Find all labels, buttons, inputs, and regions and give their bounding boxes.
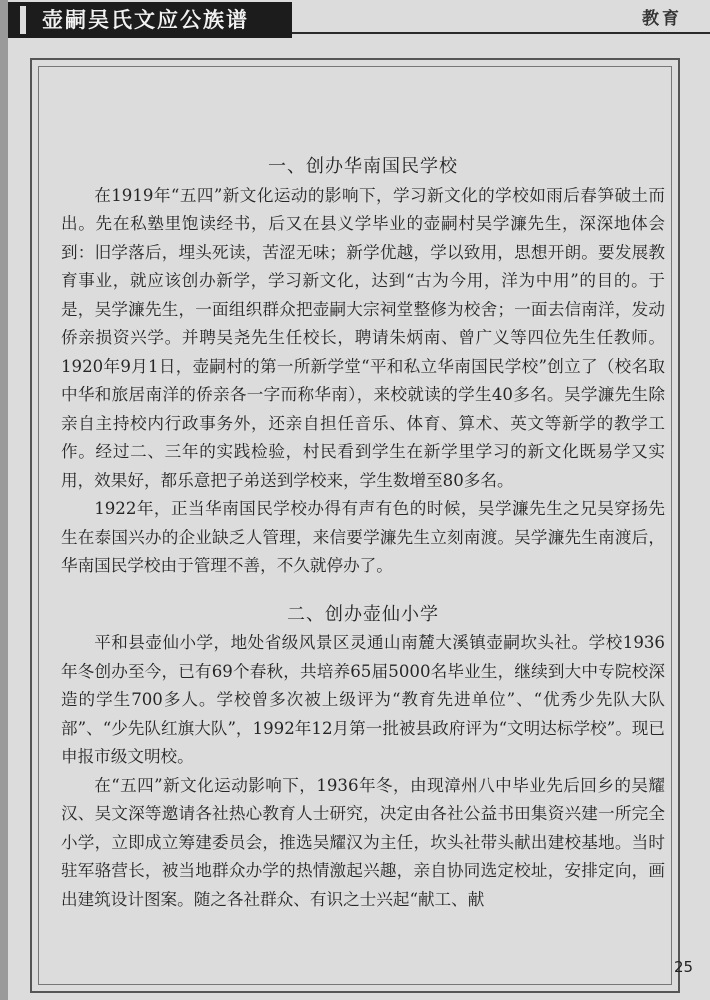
- section2-heading: 二、创办壶仙小学: [287, 603, 439, 625]
- running-header: [8, 2, 710, 38]
- section1-paragraph: 在1919年“五四”新文化运动的影响下，学习新文化的学校如雨后春笋破土而出。先在私塾里饱读经书，后又在县义学毕业的壶嗣村吴学濂先生，深深地体会到：旧学落后，埋头死读，苦涩无味；新学优越，学以致用，思想开朗。要发展教育事业，就应该创办新学，学习新文化，达到“古为今用，洋为中用”的目的。于是，吴学濂先生，一面组织群众把壶嗣大宗祠堂整修为校舍；一面去信南洋，发动侨亲损资兴学。并聘吴尧先生任校长，聘请朱炳南、曾广义等四位先生任教师。1920年9月1日，壶嗣村的第一所新学堂“平和私立华南国民学校”创立了（校名取中华和旅居南洋的侨亲各一字而称华南），来校就读的学生40多名。吴学濂先生除亲自主持校内行政事务外，还亲自担任音乐、体育、算术、英文等新学的教学工作。经过二、三年的实践检验，村民看到学生在新学里学习的新文化既易学又实用，效果好，都乐意把子弟送到学校来，学生数增至80多名。: [61, 185, 665, 490]
- section2-paragraph: 在“五四”新文化运动影响下，1936年冬，由现漳州八中毕业先后回乡的吴耀汉、吴文深等邀请各社热心教育人士研究，决定由各社公益书田集资兴建一所完全小学，立即成立筹建委员会，推选吴耀汉为主任，坎头社带头献出建校基地。当时驻军骆营长，被当地群众办学的热情激起兴趣，亲自协同选定校址，安排定向，画出建筑设计图案。随之各社群众、有识之士兴起“献工、献: [61, 775, 665, 909]
- section1-paragraph: 1922年，正当华南国民学校办得有声有色的时候，吴学濂先生之兄吴穿扬先生在泰国兴办的企业缺乏人管理，来信要学濂先生立刻南渡。吴学濂先生南渡后，华南国民学校由于管理不善，不久就停办了。: [61, 499, 665, 575]
- section-name: 教育: [642, 9, 682, 29]
- header-title-block: [8, 2, 292, 38]
- book-page: [8, 0, 710, 1000]
- section1-heading: 一、创办华南国民学校: [268, 156, 458, 177]
- book-title: 壶嗣吴氏文应公族谱: [42, 7, 249, 32]
- page-content: [61, 153, 665, 914]
- section2-paragraph: 平和县壶仙小学，地处省级风景区灵通山南麓大溪镇壶嗣坎头社。学校1936年冬创办至今，已有69个春秋，共培养65届5000名毕业生，继续到大中专院校深造的学生700多人。学校曾多次被上级评为“教育先进单位”、“优秀少先队大队部”、“少先队红旗大队”，1992年12月第一批被县政府评为“文明达标学校”。现已申报市级文明校。: [61, 633, 665, 766]
- page-number: 25: [674, 958, 694, 976]
- header-stripe-ornament: [20, 6, 26, 34]
